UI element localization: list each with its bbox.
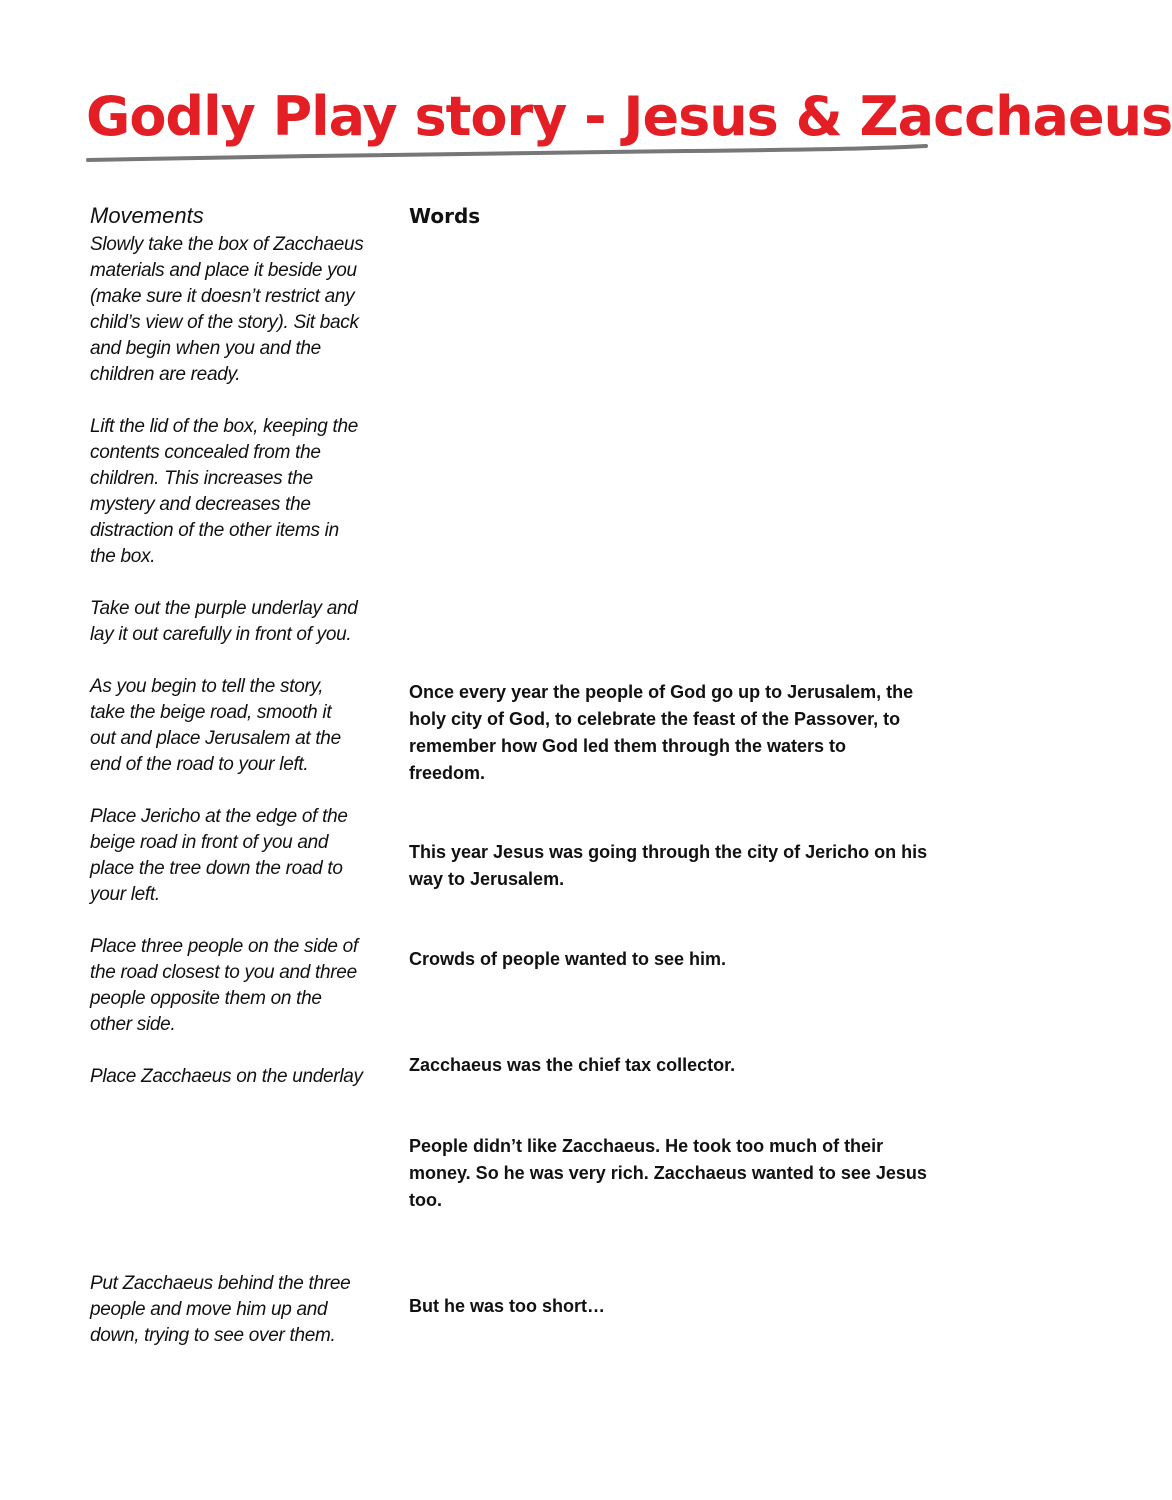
words-line: Crowds of people wanted to see him.	[409, 949, 727, 969]
words-block	[409, 839, 989, 893]
words-line: remember how God led them through the waters to	[409, 736, 847, 756]
words-line: This year Jesus was going through the city of Jericho on his	[409, 842, 928, 862]
movement-line: people and move him up and	[90, 1299, 328, 1320]
movement-line: As you begin to tell the story,	[90, 676, 324, 697]
movement-line: (make sure it doesn’t restrict any	[90, 286, 355, 307]
movement-line: Slowly take the box of Zacchaeus	[90, 234, 364, 255]
movement-line: end of the road to your left.	[90, 754, 309, 775]
movement-line: down, trying to see over them.	[90, 1325, 336, 1346]
movement-line: Put Zacchaeus behind the three	[90, 1273, 351, 1294]
words-block	[409, 1133, 989, 1214]
title-underline	[86, 140, 930, 166]
words-line: way to Jerusalem.	[409, 869, 565, 889]
words-line: money. So he was very rich. Zacchaeus wanted to see Jesus	[409, 1163, 927, 1183]
words-block	[409, 1293, 989, 1320]
movement-line: distraction of the other items in	[90, 520, 339, 541]
movement-line: Place Jericho at the edge of the	[90, 806, 348, 827]
movement-block	[90, 232, 395, 388]
movement-line: your left.	[90, 884, 160, 905]
movement-block	[90, 596, 395, 648]
movement-line: the road closest to you and three	[90, 962, 357, 983]
words-line: Zacchaeus was the chief tax collector.	[409, 1055, 736, 1075]
movement-block	[90, 804, 395, 908]
words-block	[409, 946, 989, 973]
movement-line: take the beige road, smooth it	[90, 702, 332, 723]
movement-line: place the tree down the road to	[90, 858, 343, 879]
movement-block	[90, 674, 395, 778]
movement-line: Place three people on the side of	[90, 936, 358, 957]
movement-line: other side.	[90, 1014, 176, 1035]
movement-line: materials and place it beside you	[90, 260, 357, 281]
movement-line: people opposite them on the	[90, 988, 322, 1009]
movement-line: children. This increases the	[90, 468, 313, 489]
words-line: holy city of God, to celebrate the feast of the Passover, to	[409, 709, 901, 729]
words-column-heading: Words	[409, 204, 481, 228]
movement-line: beige road in front of you and	[90, 832, 329, 853]
movement-line: Take out the purple underlay and	[90, 598, 358, 619]
movement-block	[90, 1064, 395, 1090]
movement-line: and begin when you and the	[90, 338, 321, 359]
words-block	[409, 679, 989, 787]
page-title: Godly Play story - Jesus & Zacchaeus	[86, 85, 1172, 148]
movement-line: Lift the lid of the box, keeping the	[90, 416, 359, 437]
words-line: freedom.	[409, 763, 486, 783]
movement-block	[90, 414, 395, 570]
words-line: too.	[409, 1190, 442, 1210]
movement-block	[90, 934, 395, 1038]
movement-line: Place Zacchaeus on the underlay	[90, 1066, 363, 1087]
movement-line: children are ready.	[90, 364, 241, 385]
movement-line: mystery and decreases the	[90, 494, 311, 515]
movement-line: contents concealed from the	[90, 442, 321, 463]
words-line: People didn’t like Zacchaeus. He took too much of their	[409, 1136, 884, 1156]
movement-line: out and place Jerusalem at the	[90, 728, 341, 749]
movement-line: lay it out carefully in front of you.	[90, 624, 352, 645]
movement-line: child’s view of the story). Sit back	[90, 312, 359, 333]
movements-column-heading: Movements	[90, 203, 204, 228]
words-line: But he was too short…	[409, 1296, 606, 1316]
words-line: Once every year the people of God go up to Jerusalem, the	[409, 682, 914, 702]
movement-line: the box.	[90, 546, 156, 567]
title-underline-stroke	[88, 146, 926, 160]
words-block	[409, 1052, 989, 1079]
movement-block	[90, 1271, 395, 1349]
